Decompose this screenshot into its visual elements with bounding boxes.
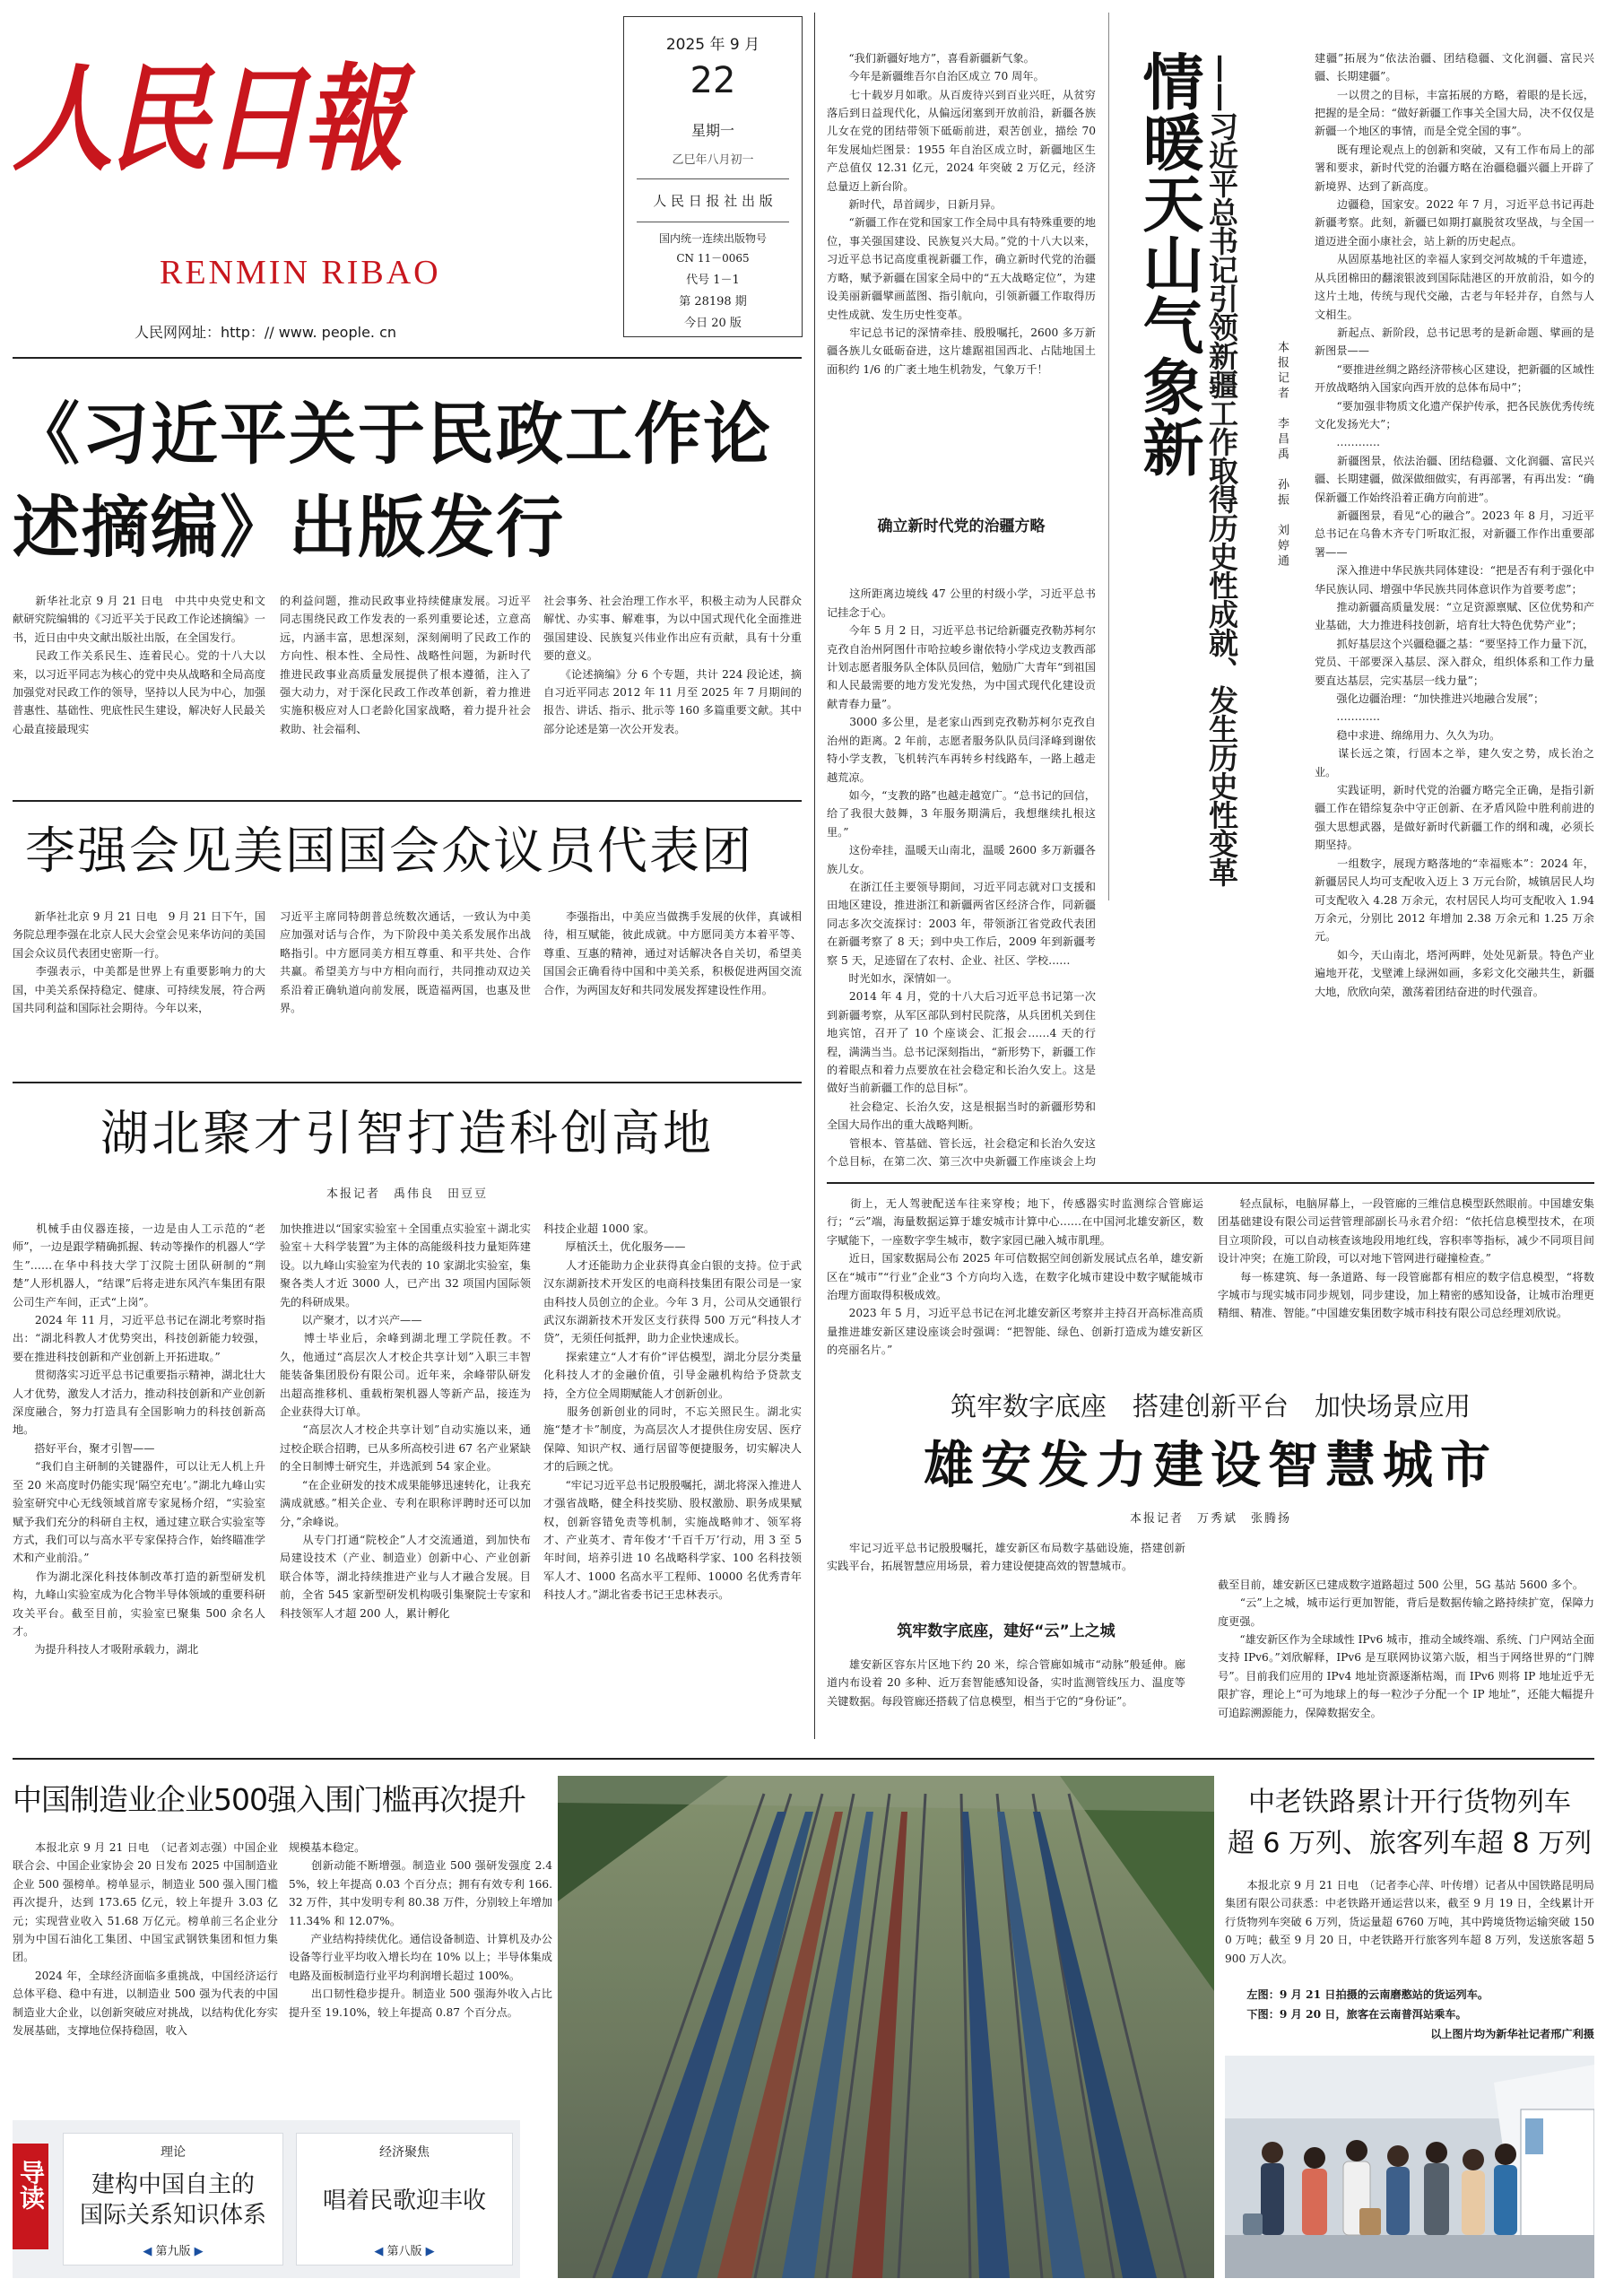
guide-economy-category: 经济聚焦 — [379, 2145, 430, 2160]
mfg-col-2: 规模基本稳定。 创新动能不断增强。制造业 500 强研发强度 2.45%，较上年提高 0.03 个百分点；拥有有效专利 166.32 万件，其中发明专利 80.38 万件，分别较上年增加 11.34% 和 12.07%。 产业结构持续优化。通信设备制造、计算机及办公设备等行业平均收入增长均在 10% 以上；半导体集成电路及面板制造行业平均利润增长超过 100%。 出口韧性稳步提升。制造业 500 强海外收入占比提升至 19.10%，较上年提高 0.87 个百分点。 — [289, 1841, 552, 2019]
xiongan-col-3-text: 截至目前，雄安新区已建成数字道路超过 500 公里，5G 基站 5600 多个。 “云”上之城，城市运行更加智能，背后是数据传输之路持续扩宽，保障力度更强。 “雄安新区作为全球域性 IPv6 城市，推动全域终端、系统、门户网站全面支持 IPv6。”刘欣解释，IPv6 是互联网协议第六版，相当于网络世界的“门牌号”。目前我们应用的 IPv4 地址资源逐渐枯竭，而 IPv6 则将 IP 地址近乎无限扩容，理论上“可为地球上的每一粒沙子分配一个 IP 地址”，还能大幅提升可追踪溯源能力，保障数据安全。 — [1218, 1578, 1594, 1719]
hubei-byline: 本报记者 禹伟良 田豆豆 — [326, 1187, 488, 1201]
mfg-headline: 中国制造业企业500强入围门槛再次提升 — [13, 1782, 525, 1817]
guide-economy-page-text: 第八版 — [386, 2245, 422, 2258]
xiongan-col-2: 雄安新区容东片区地下约 20 米，综合管廊如城市“动脉”般延伸。廊道内布设着 20 多种、近万套智能感知设备，实时监测管线压力、温度等关键数据。每段管廊还搭载了信息模型，相当于它的“身份证”。 — [827, 1658, 1185, 1708]
xiongan-byline: 本报记者 万秀斌 张腾扬 — [1129, 1512, 1291, 1526]
lead-headline — [13, 387, 802, 576]
hubei-col-1: 机械手由仪器连接，一边是由人工示范的“老师”，一边是跟学精确抓握、转动等操作的机器人“学生”……在华中科技大学丁汉院士团队研制的“荆楚”人形机器人，“结课”后将走进东风汽车集团有限公司生产车间，正式“上岗”。 2024 年 11 月，习近平总书记在湖北考察时指出：“湖北科教人才优势突出，科技创新能力较强，要在推进科技创新和产业创新上开拓进取。” 贯彻落实习近平总书记重要指示精神，湖北壮大人才优势，激发人才活力，推动科技创新和产业创新深度融合，努力打造具有全国影响力的科技创新高地。 搭好平台，聚才引智—— “我们自主研制的关键器件，可以让无人机上升至 20 米高度时仍能实现‘隔空充电’。”湖北九峰山实验室研究中心无线领域首席专家晁杨介绍，“实验室赋予我们充分的科研自主权，通过建立联合实验室等方式，我们可以与高水平专家保持合作，始终瞄准学术和产业前沿。” 作为湖北深化科技体制改革打造的新型研发机构，九峰山实验室成为化合物半导体领域的重要科研攻关平台。截至目前，实验室已聚集 500 余名人才。 为提升科技人才吸附承载力，湖北 — [13, 1222, 265, 1657]
xj-subtitle — [1202, 54, 1246, 897]
xiongan-subhead: 筑牢数字底座，建好“云”上之城 — [897, 1622, 1116, 1640]
xj-col-1-text: “我们新疆好地方”，喜看新疆新气象。 今年是新疆维吾尔自治区成立 70 周年。 七十载岁月如歌。从百废待兴到百业兴旺，从贫穷落后到日益现代化，从偏远闭塞到开放前沿，新疆各族儿女在党的团结带领下砥砺前进，艰苦创业，描绘 70 年发展灿烂图景：1955 年自治区成立时，新疆地区生产总值仅 12.31 亿元，2024 年突破 2 万亿元，经济总量迈上新台阶。 新时代，昂首阔步，日新月异。 “新疆工作在党和国家工作全局中具有特殊重要的地位，事关强国建设、民族复兴大局。”党的十八大以来，习近平总书记高度重视新疆工作，确立新时代党的治疆方略，赋予新疆在国家全局中的“五大战略定位”，为建设美丽新疆擘画蓝图、指引航向，引领新疆工作取得历史性成就、发生历史性变革。 牢记总书记的深情牵挂、殷殷嘱托，2600 多万新疆各族儿女砥砺奋进，这片雄踞祖国西北、占陆地国土面积约 1/6 的广袤土地生机勃发，气象万千！ — [827, 51, 1096, 376]
guide-box — [13, 2120, 520, 2278]
masthead-logo — [13, 13, 479, 253]
masthead-logo-text: 人民日報 — [13, 52, 400, 187]
guide-item-economy[interactable] — [296, 2133, 513, 2266]
xj-headline-text: 情暖天山气象新 — [1133, 50, 1203, 477]
hubei-col-2: 加快推进以“国家实验室＋全国重点实验室＋湖北实验室＋大科学装置”为主体的高能级科技力量矩阵建设。以九峰山实验室为代表的 10 家湖北实验室，集聚各类人才近 3000 人，已产出 32 项国内国际领先的科研成果。 以产聚才，以才兴产—— 博士毕业后，余峰到湖北理工学院任教。不久，他通过“高层次人才校企共享计划”入职三丰智能装备集团股份有限公司。近年来，余峰带队研发出超高推移机、重载桁架机器人等新产品，接连为企业获得大订单。 “高层次人才校企共享计划”自动实施以来，通过校企联合招聘，已从多所高校引进 67 名产业紧缺的全日制博士研究生，并选派到 54 家企业。 “在企业研发的技术成果能够迅速转化，让我充满成就感。”相关企业、专利在职称评聘时还可以加分，”余峰说。 从专门打通“院校企”人才交流通道，到加快布局建设技术（产业、制造业）创新中心、产业创新联合体等，湖北持续推进产业与人才融合发展。目前，全省 545 家新型研发机构吸引集聚院士专家和科技领军人才超 200 人，累计孵化 — [280, 1222, 531, 1620]
code-number: 代号 1－1 — [686, 274, 740, 287]
cn-serial-label: 国内统一连续出版物号 — [658, 232, 767, 245]
guide-item-theory[interactable] — [63, 2133, 283, 2266]
masthead-infobox — [623, 16, 803, 337]
date-day: 22 — [690, 60, 736, 101]
freight-yard-illustration — [558, 1776, 1214, 2278]
lead-headline-text: 《习近平关于民政工作论述摘编》出版发行 — [13, 395, 773, 567]
xj-subtitle-text: ——习近平总书记引领新疆工作取得历史性成就、发生历史性变革 — [1204, 54, 1239, 886]
station-platform-illustration — [1225, 2056, 1594, 2278]
xj-headline — [1119, 50, 1203, 477]
masthead-pinyin: RENMIN RIBAO — [160, 254, 441, 291]
xj-subhead: 确立新时代党的治疆方略 — [877, 517, 1046, 535]
publisher: 人 民 日 报 社 出 版 — [653, 193, 773, 209]
rail-headline-2: 超 6 万列、旅客列车超 8 万列 — [1227, 1828, 1593, 1859]
xiongan-col-3 — [1218, 1539, 1594, 1733]
hubei-col-3: 科技企业超 1000 家。 厚植沃土，优化服务—— 人才还能助力企业获得真金白银的支持。位于武汉东湖新技术开发区的电商科技集团有限公司是一家由科技人员创立的企业。今年 3 月，公司从交通银行武汉东湖新技术开发区支行获得 500 万元“科技人才贷”，无须任何抵押，助力企业快速成长。 探索建立“人才有价”评估模型，湖北分层分类量化科技人才的金融价值，引导金融机构给予贷款支持，全方位全周期赋能人才创新创业。 服务创新创业的同时，不忘关照民生。湖北实施“楚才卡”制度，为高层次人才提供住房安居、医疗保障、知识产权、通行居留等便捷服务，切实解决人才的后顾之忧。 “牢记习近平总书记殷殷嘱托，湖北将深入推进人才强省战略，健全科技奖励、股权激励、职务成果赋权，创新容错免责等机制，实施战略帅才、领军将才、产业英才、青年俊才‘千百千万’行动，用 3 至 5 年时间，培养引进 10 名战略科学家、100 名科技领军人才、1000 名高水平工程师、10000 名优秀青年科技人才。”湖北省委书记王忠林表示。 — [543, 1222, 802, 1602]
lunar-date: 乙巳年八月初一 — [672, 153, 754, 167]
xj-col-2-text: 建疆”拓展为“依法治疆、团结稳疆、文化润疆、富民兴疆、长期建疆”。 一以贯之的目标，丰富拓展的方略，着眼的是长远，把握的是全局：“做好新疆工作事关全国大局，决不仅仅是新疆一个地区的事情，而是全党全国的事”。 既有理论观点上的创新和突破，又有工作布局上的部署和要求，新时代党的治疆方略在治疆稳疆兴疆上开辟了新境界、达到了新高度。 边疆稳，国家安。2022 年 7 月，习近平总书记再赴新疆考察。此刻，新疆已如期打赢脱贫攻坚战，与全国一道迈进全面小康社会，站上新的历史起点。 从固原基地社区的幸福人家到交河故城的千年遗迹，从兵团棉田的翻滚银波到国际陆港区的开放前沿，如今的这片土地，传统与现代交融，古老与年轻并存，自然与人文相生。 新起点、新阶段，总书记思考的是新命题、擘画的是新图景—— “要推进丝绸之路经济带核心区建设，把新疆的区域性开放战略纳入国家向西开放的总体布局中”； “要加强非物质文化遗产保护传承，把各民族优秀传统文化发扬光大”； ………… 新疆图景，依法治疆、团结稳疆、文化润疆、富民兴疆、长期建疆，做深做细做实，有再部署，有再出发：“确保新疆工作始终沿着正确方向前进”。 新疆图景，看见“心的融合”。2023 年 8 月，习近平总书记在乌鲁木齐专门听取汇报，对新疆工作作出重要部署—— 深入推进中华民族共同体建设：“把是否有利于强化中华民族认同、增强中华民族共同体意识作为首要考虑”； 推动新疆高质量发展：“立足资源禀赋、区位优势和产业基础，大力推进科技创新，培育壮大特色优势产业”； 抓好基层这个兴疆稳疆之基：“要坚持工作力量下沉，党员、干部要深入基层、深入群众，组织体系和工作力量要直达基层，完实基层一线力量”； 强化边疆治理：“加快推进兴地融合发展”； ………… 稳中求进、绵绵用力、久久为功。 谋长远之策，行固本之举，建久安之势，成长治之业。 实践证明，新时代党的治疆方略完全正确，是指引新疆工作在错综复杂中守正创新、在矛盾风险中胜利前进的强大思想武器，是做好新时代新疆工作的纲和魂，必须长期坚持。 一组数字，展现方略落地的“幸福账本”：2024 年，新疆居民人均可支配收入迈上 3 万元台阶，城镇居民人均可支配收入 4.28 万余元，农村居民人均可支配收入 1.94 万余元，分别比 2012 年增加 2.38 万余元和 1.25 万余元。 如今，天山南北，塔河两畔，处处见新景。特色产业遍地开花，戈壁滩上绿洲如画，多彩文化交融共生，新疆大地，欣欣向荣，激荡着团结奋进的时代强音。 — [1315, 51, 1594, 998]
rail-caption-credit: 以上图片均为新华社记者邢广利摄 — [1430, 2028, 1594, 2040]
xj-col-1b-text: 这所距离边境线 47 公里的村级小学，习近平总书记挂念于心。 今年 5 月 2 日，习近平总书记给新疆克孜勒苏柯尔克孜自治州阿图什市哈拉峻乡谢依特小学戍边支教西部计划志愿者服务队全体队员回信，勉励广大青年“到祖国和人民最需要的地方发光发热，为中国式现代化建设贡献青春力量”。 3000 多公里，是老家山西到克孜勒苏柯尔克孜自治州的距离。2 年前，志愿者服务队队员闫泽峰到谢依特小学支教，飞机转汽车再转乡村线路车，一路上越走越荒凉。 如今，“支教的路”也越走越宽广。“总书记的回信，给了我很大鼓舞，3 年服务期满后，我想继续扎根这里。” 这份牵挂，温暖天山南北，温暖 2600 多万新疆各族儿女。 在浙江任主要领导期间，习近平同志就对口支援和田地区建设，推进浙江和新疆两省区经济合作，同新疆同志多次交流探讨：2003 年，带领浙江省党政代表团在新疆考察了 8 天；到中央工作后，2009 年到新疆考察 5 天，足迹留在了农村、企业、社区、学校…… 时光如水，深情如一。 2014 年 4 月，党的十八大后习近平总书记第一次到新疆考察，从军区部队到村民院落，从兵团机关到住地宾馆，召开了 10 个座谈会、汇报会……4 天的行程，满满当当。总书记深刻指出，“新形势下，新疆工作的着眼点和着力点要放在社会稳定和长治久安上。这是做好当前新疆工作的总目标”。 社会稳定、长治久安，这是根据当时的新疆形势和全国大局作出的重大战略判断。 管根本、管基础、管长远，社会稳定和长治久安这个总目标，在第二次、第三次中央新疆工作座谈会上均 — [827, 587, 1096, 1169]
lead-col-3: 社会事务、社会治理工作水平，积极主动为人民群众解忧、办实事、解难事，为以中国式现代化全面推进强国建设、民族复兴伟业作出应有贡献，具有十分重要的意义。 《论述摘编》分 6 个专题，共计 224 段论述，摘自习近平同志 2012 年 11 月至 2025 年 7 月期间的报告、讲话、指示、批示等 160 多篇重要文献。其中部分论述是第一次公开发表。 — [543, 595, 802, 735]
guide-theory-title-1: 建构中国自主的 — [91, 2171, 255, 2198]
cn-number: CN 11－0065 — [676, 252, 750, 265]
rail-headline-1: 中老铁路累计开行货物列车 — [1248, 1787, 1571, 1818]
weekday: 星期一 — [690, 122, 734, 139]
xiongan-kicker: 筑牢数字底座 搭建创新平台 加快场景应用 — [950, 1391, 1471, 1422]
lead-col-1: 新华社北京 9 月 21 日电 中共中央党史和文献研究院编辑的《习近平关于民政工作论述摘编》一书，近日由中央文献出版社出版，在全国发行。 民政工作关系民生、连着民心。党的十八大以来，以习近平同志为核心的党中央从战略和全局高度加强党对民政工作的领导，坚持以人民为中心，加强普惠性、基础性、兜底性民生建设，解决好人民最关心最直接最现实 — [13, 595, 265, 735]
guide-theory-page-text: 第九版 — [155, 2245, 191, 2258]
guide-economy-title: 唱着民歌迎丰收 — [322, 2187, 486, 2214]
masthead-website[interactable]: 人民网网址：http：// www. people. cn — [135, 324, 397, 341]
guide-theory-page: ◀ 第九版 ▶ — [143, 2245, 204, 2258]
mfg-col-1: 本报北京 9 月 21 日电 （记者刘志强）中国企业联合会、中国企业家协会 20 日发布 2025 中国制造业企业 500 强榜单。榜单显示，制造业 500 强入围门槛再次提升，达到 173.65 亿元，较上年提升 3.03 亿元；实现营业收入 51.68 万亿元。榜单前三名企业分别为中国石油化工集团、中国宝武钢铁集团和恒力集团。 2024 年，全球经济面临多重挑战，中国经济运行总体平稳、稳中有进，以制造业 500 强为代表的中国制造业大企业，以创新突破应对挑战，以结构优化夯实发展基础，支撑地位保持稳固，收入 — [13, 1841, 278, 2038]
xj-col-2 — [1315, 13, 1594, 1170]
guide-theory-category: 理论 — [161, 2145, 186, 2160]
rail-caption-2: 下图：9 月 20 日，旅客在云南普洱站乘车。 — [1225, 2008, 1467, 2021]
li-headline: 李强会见美国国会众议员代表团 — [25, 822, 753, 881]
xj-byline — [1273, 341, 1300, 637]
li-col-3: 李强指出，中美应当做携手发展的伙伴，真诚相待，相互赋能，彼此成就。中方愿同美方本着平等、尊重、互惠的精神，通过对话解决各自关切，希望美国国会正确看待中国和中美关系，积极促进两国交流合作，为两国友好和共同发展发挥建设性作用。 — [543, 910, 802, 996]
xiongan-intro-col-2: 轻点鼠标，电脑屏幕上，一段管廊的三维信息模型跃然眼前。中国雄安集团基础建设有限公司运营管理部副长马永君介绍：“依托信息模型技术，在项目立项阶段，可以自动核查该地段用地红线，容积率等指标，减少不同项目间设计冲突；在施工阶段，可以对地下管网进行碰撞检查。” 每一栋建筑、每一条道路、每一段管廊都有相应的数字信息模型，“将数字城市与现实城市同步规划，同步建设，加上精密的感知设备，让城市治理更精细、精准、智能。”中国雄安集团数字城市科技有限公司总经理刘欣说。 — [1218, 1197, 1594, 1320]
freight-train-photo — [558, 1776, 1214, 2278]
rail-body: 本报北京 9 月 21 日电 （记者李心萍、叶传增）记者从中国铁路昆明局集团有限公司获悉：中老铁路开通运营以来，截至 9 月 19 日，全线累计开行货物列车突破 6 万列，货运量超 6760 万吨，其中跨境货物运输突破 1500 万吨；截至 9 月 20 日，中老铁路开行旅客列车超 8 万列，发送旅客超 5900 万人次。 — [1225, 1879, 1594, 1965]
issue-number: 第 28198 期 — [679, 295, 747, 309]
guide-tag — [13, 2144, 48, 2249]
xiongan-intro-col-1: 街上，无人驾驶配送车往来穿梭；地下，传感器实时监测综合管廊运行；“云”端，海量数据运算于雄安城市计算中心……在中国河北雄安新区，数字赋能下，一座数字孪生城市，数字家园已融入城市肌理。 近日，国家数据局公布 2025 年可信数据空间创新发展试点名单，雄安新区在“城市”“行业”企业“3 个方向均入选，在数字化城市建设中数字赋能城市治理方面取得积极成效。 2023 年 5 月，习近平总书记在河北雄安新区考察并主持召开高标准高质量推进雄安新区建设座谈会时强调：“把智能、绿色、创新打造成为雄安新区的亮丽名片。” — [827, 1197, 1203, 1357]
li-col-1: 新华社北京 9 月 21 日电 9 月 21 日下午，国务院总理李强在北京人民大会堂会见来华访问的美国国会众议员代表团史密斯一行。 李强表示，中美都是世界上有重要影响力的大国，中美关系保持稳定、健康、可持续发展，符合两国共同利益和国际社会期待。今年以来， — [13, 910, 265, 1015]
lead-col-2: 的利益问题，推动民政事业持续健康发展。习近平同志围绕民政工作发表的一系列重要论述，立意高远，内涵丰富，思想深刻，深刻阐明了民政工作的方向性、根本性、全局性、战略性问题，为新时代推进民政事业高质量发展提供了根本遵循，注入了强大动力，对于深化民政工作改革创新，着力推进实施积极应对人口老龄化国家战略，着力提升社会救助、社会福利、 — [280, 595, 531, 735]
li-col-2: 习近平主席同特朗普总统数次通话，一致认为中美应加强对话与合作，为下阶段中美关系发展作出战略指引。中方愿同美方相互尊重、和平共处、合作共赢。希望美方与中方相向而行，共同推动双边关系沿着正确轨道向前发展，既造福两国，也惠及世界。 — [280, 910, 531, 1015]
xiongan-headline: 雄安发力建设智慧城市 — [924, 1436, 1497, 1495]
page-count: 今日 20 版 — [684, 317, 742, 330]
guide-tag-text: 导读 — [16, 2160, 46, 2210]
rail-caption-1: 左图：9 月 21 日拍摄的云南磨憨站的货运列车。 — [1225, 1988, 1489, 2001]
passenger-station-photo — [1225, 2056, 1594, 2278]
xj-byline-text: 本报记者 李昌禹 孙振 刘婷通 — [1275, 341, 1289, 570]
hubei-headline: 湖北聚才引智打造科创高地 — [100, 1105, 714, 1161]
guide-theory-title-2: 国际关系知识体系 — [79, 2202, 266, 2229]
guide-economy-page: ◀ 第八版 ▶ — [374, 2245, 435, 2258]
xj-col-1 — [827, 13, 1096, 1170]
xiongan-col-1: 牢记习近平总书记殷殷嘱托，雄安新区布局数字基础设施，搭建创新实践平台，拓展智慧应用场景，着力建设便捷高效的智慧城市。 — [827, 1542, 1185, 1573]
date-year-month: 2025 年 9 月 — [665, 36, 760, 54]
